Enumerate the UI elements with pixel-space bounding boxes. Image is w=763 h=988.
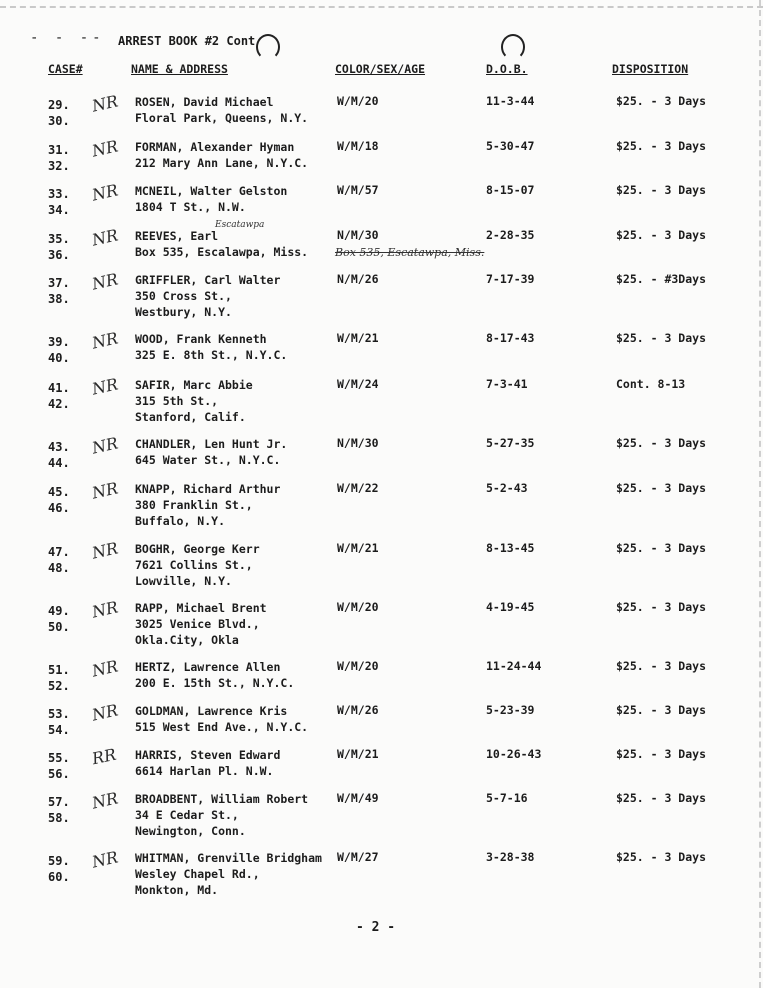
case-numbers [48, 142, 70, 174]
case-number: 50. [48, 620, 70, 634]
case-number: 39. [48, 335, 70, 349]
color-sex-age: W/M/20 [337, 659, 379, 673]
header-dashes: - - -- [30, 30, 105, 46]
color-sex-age: W/M/24 [337, 377, 379, 391]
person-name: MCNEIL, Walter Gelston [135, 184, 288, 198]
date-of-birth: 8-13-45 [486, 541, 535, 555]
case-numbers [48, 439, 70, 471]
name-address [135, 481, 280, 529]
disposition: $25. - 3 Days [616, 436, 707, 450]
handwritten-mark: NR [90, 433, 120, 458]
address-line: Westbury, N.Y. [135, 305, 232, 319]
handwritten-mark: NR [90, 269, 120, 294]
case-number: 53. [48, 707, 70, 721]
name-address [135, 600, 267, 648]
column-header-name: NAME & ADDRESS [131, 62, 228, 76]
date-of-birth: 5-2-43 [486, 481, 528, 495]
color-sex-age: W/M/21 [337, 331, 379, 345]
handwritten-mark: NR [90, 656, 120, 681]
handwritten-mark: NR [90, 225, 120, 250]
punch-hole-right [501, 34, 525, 60]
address-line: 350 Cross St., [135, 289, 232, 303]
case-number: 56. [48, 767, 70, 781]
date-of-birth: 5-27-35 [486, 436, 535, 450]
person-name: WOOD, Frank Kenneth [135, 332, 267, 346]
case-number: 59. [48, 854, 70, 868]
date-of-birth: 8-15-07 [486, 183, 535, 197]
case-number: 36. [48, 248, 70, 262]
color-sex-age: N/M/30 [337, 436, 379, 450]
person-name: HARRIS, Steven Edward [135, 748, 281, 762]
handwritten-mark: NR [90, 136, 120, 161]
name-address [135, 183, 287, 215]
case-numbers [48, 484, 70, 516]
case-numbers [48, 231, 70, 263]
person-name: GRIFFLER, Carl Walter [135, 273, 281, 287]
case-number: 40. [48, 351, 70, 365]
name-address [135, 659, 294, 691]
color-sex-age: W/M/57 [337, 183, 379, 197]
address-line: Lowville, N.Y. [135, 574, 232, 588]
disposition: $25. - 3 Days [616, 659, 707, 673]
case-numbers [48, 275, 70, 307]
color-sex-age: W/M/21 [337, 541, 379, 555]
date-of-birth: 8-17-43 [486, 331, 535, 345]
color-sex-age: W/M/20 [337, 94, 379, 108]
address-line: Buffalo, N.Y. [135, 514, 226, 528]
address-line: 315 5th St., [135, 394, 219, 408]
name-address [135, 703, 308, 735]
disposition: $25. - 3 Days [616, 600, 707, 614]
person-name: BOGHR, George Kerr [135, 542, 260, 556]
case-numbers [48, 334, 70, 366]
name-address [135, 436, 287, 468]
date-of-birth: 7-3-41 [486, 377, 528, 391]
address-line: Wesley Chapel Rd., [135, 867, 260, 881]
color-sex-age: W/M/18 [337, 139, 379, 153]
case-number: 46. [48, 501, 70, 515]
name-address [135, 747, 280, 779]
perforation-right [759, 0, 761, 988]
case-numbers [48, 794, 70, 826]
disposition: $25. - 3 Days [616, 791, 707, 805]
case-number: 37. [48, 276, 70, 290]
case-number: 44. [48, 456, 70, 470]
handwritten-mark: NR [90, 180, 120, 205]
disposition: $25. - 3 Days [616, 331, 707, 345]
handwritten-mark: NR [90, 700, 120, 725]
date-of-birth: 5-7-16 [486, 791, 528, 805]
address-line: Okla.City, Okla [135, 633, 239, 647]
person-name: FORMAN, Alexander Hyman [135, 140, 295, 154]
address-line: Newington, Conn. [135, 824, 246, 838]
case-numbers [48, 97, 70, 129]
name-address [135, 228, 308, 260]
date-of-birth: 5-23-39 [486, 703, 535, 717]
page-number: - 2 - [356, 920, 396, 935]
color-sex-age: W/M/21 [337, 747, 379, 761]
case-number: 34. [48, 203, 70, 217]
address-line: 212 Mary Ann Lane, N.Y.C. [135, 156, 309, 170]
disposition: $25. - 3 Days [616, 139, 707, 153]
handwritten-mark: NR [90, 91, 120, 116]
case-number: 49. [48, 604, 70, 618]
address-line: 645 Water St., N.Y.C. [135, 453, 281, 467]
address-line: Box 535, Escalawpa, Miss. [135, 245, 309, 259]
address-line: 515 West End Ave., N.Y.C. [135, 720, 309, 734]
date-of-birth: 10-26-43 [486, 747, 542, 761]
person-name: REEVES, Earl [135, 229, 219, 243]
case-numbers [48, 853, 70, 885]
name-address [135, 272, 280, 320]
case-number: 29. [48, 98, 70, 112]
case-numbers [48, 380, 70, 412]
handwritten-mark: NR [90, 538, 120, 563]
disposition: $25. - #3Days [616, 272, 707, 286]
person-name: KNAPP, Richard Arthur [135, 482, 281, 496]
disposition: $25. - 3 Days [616, 228, 707, 242]
case-number: 55. [48, 751, 70, 765]
date-of-birth: 11-24-44 [486, 659, 542, 673]
person-name: BROADBENT, William Robert [135, 792, 309, 806]
case-numbers [48, 186, 70, 218]
column-header-dob: D.O.B. [486, 62, 528, 76]
handwritten-mark: RR [90, 744, 118, 769]
case-numbers [48, 603, 70, 635]
case-number: 32. [48, 159, 70, 173]
address-line: Monkton, Md. [135, 883, 219, 897]
handwritten-correction: Escatawpa [215, 220, 265, 230]
case-numbers [48, 706, 70, 738]
color-sex-age: W/M/27 [337, 850, 379, 864]
address-line: 200 E. 15th St., N.Y.C. [135, 676, 295, 690]
address-line: 1804 T St., N.W. [135, 200, 246, 214]
address-line: Stanford, Calif. [135, 410, 246, 424]
date-of-birth: 11-3-44 [486, 94, 535, 108]
punch-hole-left [256, 34, 280, 60]
handwritten-mark: NR [90, 788, 120, 813]
person-name: RAPP, Michael Brent [135, 601, 267, 615]
color-sex-age: N/M/26 [337, 272, 379, 286]
date-of-birth: 7-17-39 [486, 272, 535, 286]
person-name: GOLDMAN, Lawrence Kris [135, 704, 288, 718]
address-line: 34 E Cedar St., [135, 808, 239, 822]
perforation-top [0, 0, 763, 8]
address-line: 7621 Collins St., [135, 558, 253, 572]
page-title: ARREST BOOK #2 Cont [118, 34, 256, 48]
disposition: $25. - 3 Days [616, 747, 707, 761]
case-number: 30. [48, 114, 70, 128]
case-number: 35. [48, 232, 70, 246]
case-number: 41. [48, 381, 70, 395]
color-sex-age: W/M/26 [337, 703, 379, 717]
address-line: 380 Franklin St., [135, 498, 253, 512]
case-number: 33. [48, 187, 70, 201]
address-line: 6614 Harlan Pl. N.W. [135, 764, 274, 778]
case-number: 45. [48, 485, 70, 499]
handwritten-mark: NR [90, 597, 120, 622]
disposition: $25. - 3 Days [616, 183, 707, 197]
date-of-birth: 2-28-35 [486, 228, 535, 242]
date-of-birth: 3-28-38 [486, 850, 535, 864]
case-number: 47. [48, 545, 70, 559]
case-number: 57. [48, 795, 70, 809]
column-header-case: CASE# [48, 62, 83, 76]
disposition: $25. - 3 Days [616, 481, 707, 495]
disposition: $25. - 3 Days [616, 703, 707, 717]
case-number: 54. [48, 723, 70, 737]
struck-through-note: Box 535, Escatawpa, Miss. [335, 246, 485, 259]
case-number: 42. [48, 397, 70, 411]
name-address [135, 377, 253, 425]
name-address [135, 139, 308, 171]
handwritten-mark: NR [90, 328, 120, 353]
disposition: Cont. 8-13 [616, 377, 686, 391]
case-number: 60. [48, 870, 70, 884]
case-number: 58. [48, 811, 70, 825]
person-name: HERTZ, Lawrence Allen [135, 660, 281, 674]
column-header-disposition: DISPOSITION [612, 62, 689, 76]
color-sex-age: W/M/49 [337, 791, 379, 805]
address-line: 325 E. 8th St., N.Y.C. [135, 348, 288, 362]
color-sex-age: W/M/22 [337, 481, 379, 495]
color-sex-age: N/M/30 [337, 228, 379, 242]
person-name: SAFIR, Marc Abbie [135, 378, 253, 392]
case-number: 43. [48, 440, 70, 454]
name-address [135, 94, 308, 126]
case-number: 52. [48, 679, 70, 693]
name-address [135, 791, 308, 839]
name-address [135, 541, 260, 589]
date-of-birth: 5-30-47 [486, 139, 535, 153]
column-header-color: COLOR/SEX/AGE [335, 62, 426, 76]
person-name: WHITMAN, Grenville Bridgham [135, 851, 322, 865]
name-address [135, 850, 322, 898]
case-numbers [48, 662, 70, 694]
handwritten-mark: NR [90, 478, 120, 503]
case-numbers [48, 750, 70, 782]
name-address [135, 331, 287, 363]
disposition: $25. - 3 Days [616, 94, 707, 108]
case-numbers [48, 544, 70, 576]
case-number: 38. [48, 292, 70, 306]
date-of-birth: 4-19-45 [486, 600, 535, 614]
person-name: CHANDLER, Len Hunt Jr. [135, 437, 288, 451]
handwritten-mark: NR [90, 847, 120, 872]
address-line: Floral Park, Queens, N.Y. [135, 111, 309, 125]
case-number: 48. [48, 561, 70, 575]
disposition: $25. - 3 Days [616, 541, 707, 555]
handwritten-mark: NR [90, 374, 120, 399]
case-number: 31. [48, 143, 70, 157]
case-number: 51. [48, 663, 70, 677]
disposition: $25. - 3 Days [616, 850, 707, 864]
person-name: ROSEN, David Michael [135, 95, 274, 109]
address-line: 3025 Venice Blvd., [135, 617, 260, 631]
color-sex-age: W/M/20 [337, 600, 379, 614]
